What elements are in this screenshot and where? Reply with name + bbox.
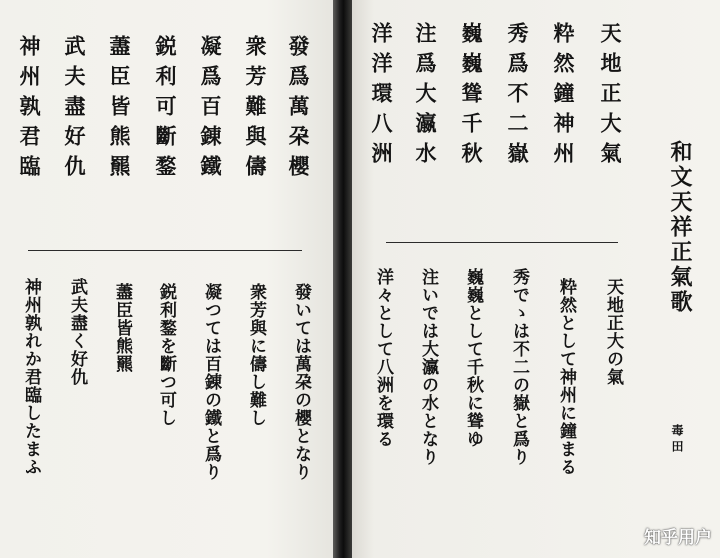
reading-line: 天地正大の氣 bbox=[603, 278, 623, 386]
kanbun-line: 鋭利可斷鍪 bbox=[153, 35, 178, 185]
kanbun-line: 衆芳難與儔 bbox=[243, 35, 268, 185]
page-number: 毒田 bbox=[670, 424, 684, 456]
divider-rule bbox=[386, 242, 618, 243]
kanbun-line: 天地正大氣 bbox=[598, 22, 623, 172]
kanbun-line: 巍巍聳千秋 bbox=[459, 22, 484, 172]
reading-line: 巍巍として千秋に聳ゆ bbox=[463, 268, 483, 448]
kanbun-line: 神州孰君臨 bbox=[17, 35, 42, 185]
reading-line: 凝つては百錬の鐵と爲り bbox=[201, 283, 221, 481]
reading-line: 武夫盡く好仇 bbox=[67, 278, 87, 386]
book-gutter bbox=[333, 0, 352, 558]
reading-line: 發いては萬朶の櫻となり bbox=[291, 283, 311, 481]
kanbun-line: 注爲大瀛水 bbox=[413, 22, 438, 172]
kanbun-line: 凝爲百錬鐵 bbox=[198, 35, 223, 185]
kanbun-line: 粋然鐘神州 bbox=[551, 22, 576, 172]
reading-line: 衆芳與に儔し難し bbox=[246, 283, 266, 427]
divider-rule bbox=[28, 250, 302, 251]
kanbun-line: 發爲萬朶櫻 bbox=[286, 35, 311, 185]
reading-line: 注いでは大瀛の水となり bbox=[418, 268, 438, 466]
right-page bbox=[352, 0, 720, 558]
kanbun-line: 秀爲不二嶽 bbox=[505, 22, 530, 172]
poem-title: 和文天祥正氣歌 bbox=[667, 140, 693, 315]
kanbun-line: 洋洋環八洲 bbox=[369, 22, 394, 172]
watermark: 知乎用户 bbox=[644, 528, 712, 548]
reading-line: 粋然として神州に鐘まる bbox=[556, 278, 576, 476]
reading-line: 鋭利鍪を斷つ可し bbox=[156, 283, 176, 427]
reading-line: 秀でゝは不二の嶽と爲り bbox=[509, 268, 529, 466]
reading-line: 神州孰れか君臨したまふ bbox=[21, 278, 41, 476]
kanbun-line: 武夫盡好仇 bbox=[62, 35, 87, 185]
kanbun-line: 藎臣皆熊羆 bbox=[107, 35, 132, 185]
reading-line: 洋々として八洲を環る bbox=[373, 268, 393, 448]
reading-line: 藎臣皆熊羆 bbox=[112, 283, 132, 373]
